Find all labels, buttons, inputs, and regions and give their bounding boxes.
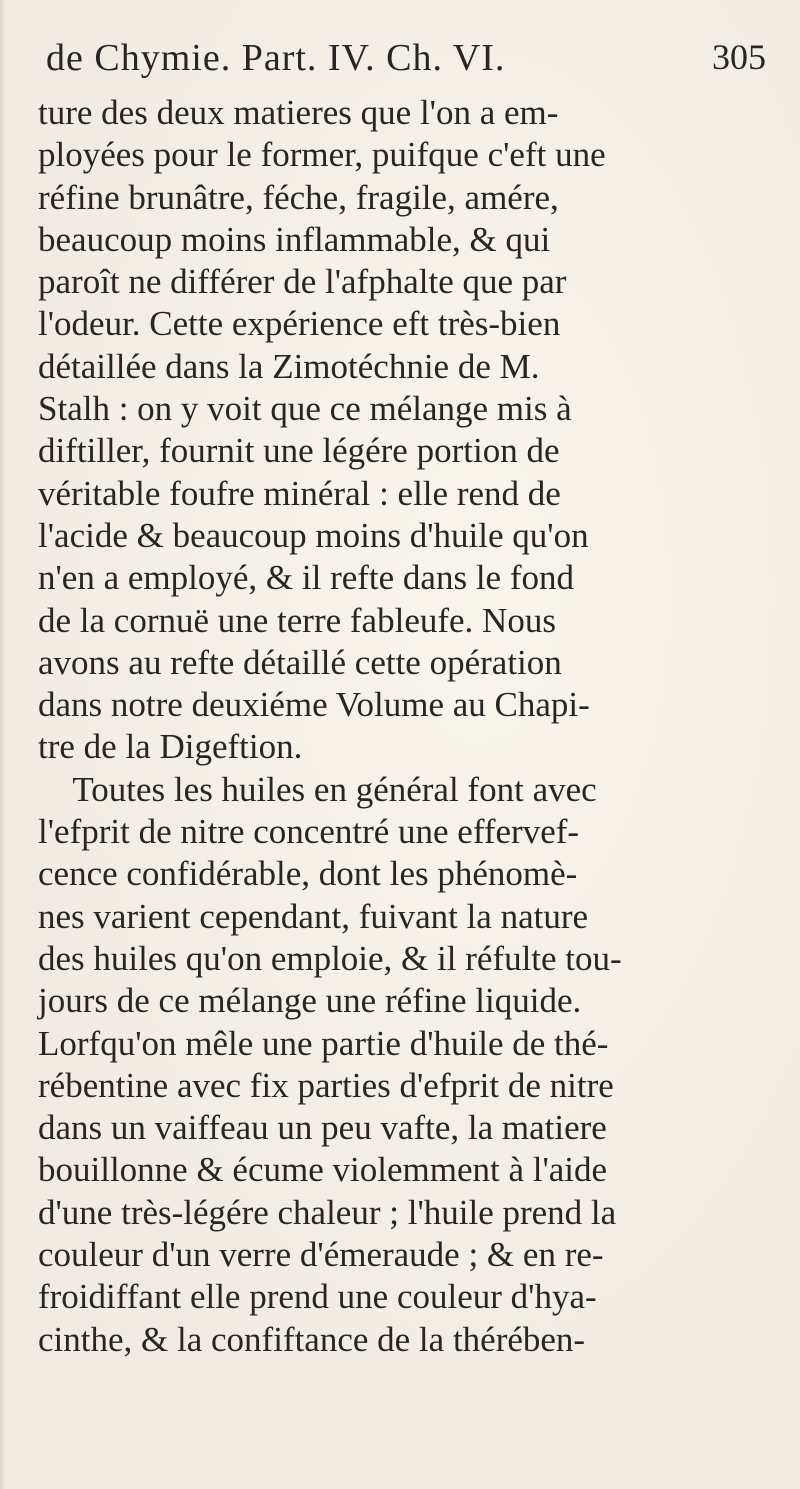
text-line: véritable foufre minéral : elle rend de	[38, 473, 561, 513]
text-line: diftiller, fournit une légére portion de	[38, 431, 560, 471]
page-number: 305	[712, 37, 766, 77]
text-line: nes varient cependant, fuivant la nature	[38, 896, 589, 936]
body-text	[38, 92, 778, 1361]
text-line: réfine brunâtre, féche, fragile, amére,	[38, 177, 559, 217]
text-line: détaillée dans la Zimotéchnie de M.	[38, 346, 540, 386]
text-line: froidiffant elle prend une couleur d'hya-	[38, 1277, 597, 1317]
text-line: jours de ce mélange une réfine liquide.	[38, 981, 582, 1021]
text-line: n'en a employé, & il refte dans le fond	[38, 558, 574, 598]
text-line: de la cornuë une terre fableufe. Nous	[38, 600, 556, 640]
text-line: dans un vaiffeau un peu vafte, la matiere	[38, 1108, 607, 1148]
running-head-title: de Chymie. Part. IV. Ch. VI.	[46, 37, 506, 79]
text-line: paroît ne différer de l'afphalte que par	[38, 262, 567, 302]
text-line: cence confidérable, dont les phénomè-	[38, 854, 578, 894]
text-line: Toutes les huiles en général font avec	[38, 769, 597, 809]
text-line: ployées pour le former, puifque c'eft une	[38, 135, 606, 175]
text-line: dans notre deuxiéme Volume au Chapi-	[38, 685, 590, 725]
text-line: des huiles qu'on emploie, & il réfulte tou-	[38, 938, 622, 978]
text-line: cinthe, & la confiftance de la thérében-	[38, 1319, 586, 1359]
text-line: avons au refte détaillé cette opération	[38, 642, 562, 682]
text-line: rébentine avec fix parties d'efprit de nitre	[38, 1065, 614, 1105]
text-line: d'une très-légére chaleur ; l'huile prend la	[38, 1192, 617, 1232]
text-line: Lorfqu'on mêle une partie d'huile de thé-	[38, 1023, 609, 1063]
text-line: beaucoup moins inflammable, & qui	[38, 219, 551, 259]
page-edge	[0, 0, 6, 1489]
text-line: ture des deux matieres que l'on a em-	[38, 93, 559, 132]
text-line: couleur d'un verre d'émeraude ; & en re-	[38, 1235, 604, 1275]
text-line: tre de la Digeftion.	[38, 727, 303, 767]
text-line: bouillonne & écume violemment à l'aide	[38, 1150, 608, 1190]
text-line: l'efprit de nitre concentré une effervef-	[38, 812, 580, 852]
text-line: l'acide & beaucoup moins d'huile qu'on	[38, 515, 589, 555]
text-line: l'odeur. Cette expérience eft très-bien	[38, 304, 561, 344]
running-head	[46, 36, 766, 82]
text-line: Stalh : on y voit que ce mélange mis à	[38, 389, 572, 429]
